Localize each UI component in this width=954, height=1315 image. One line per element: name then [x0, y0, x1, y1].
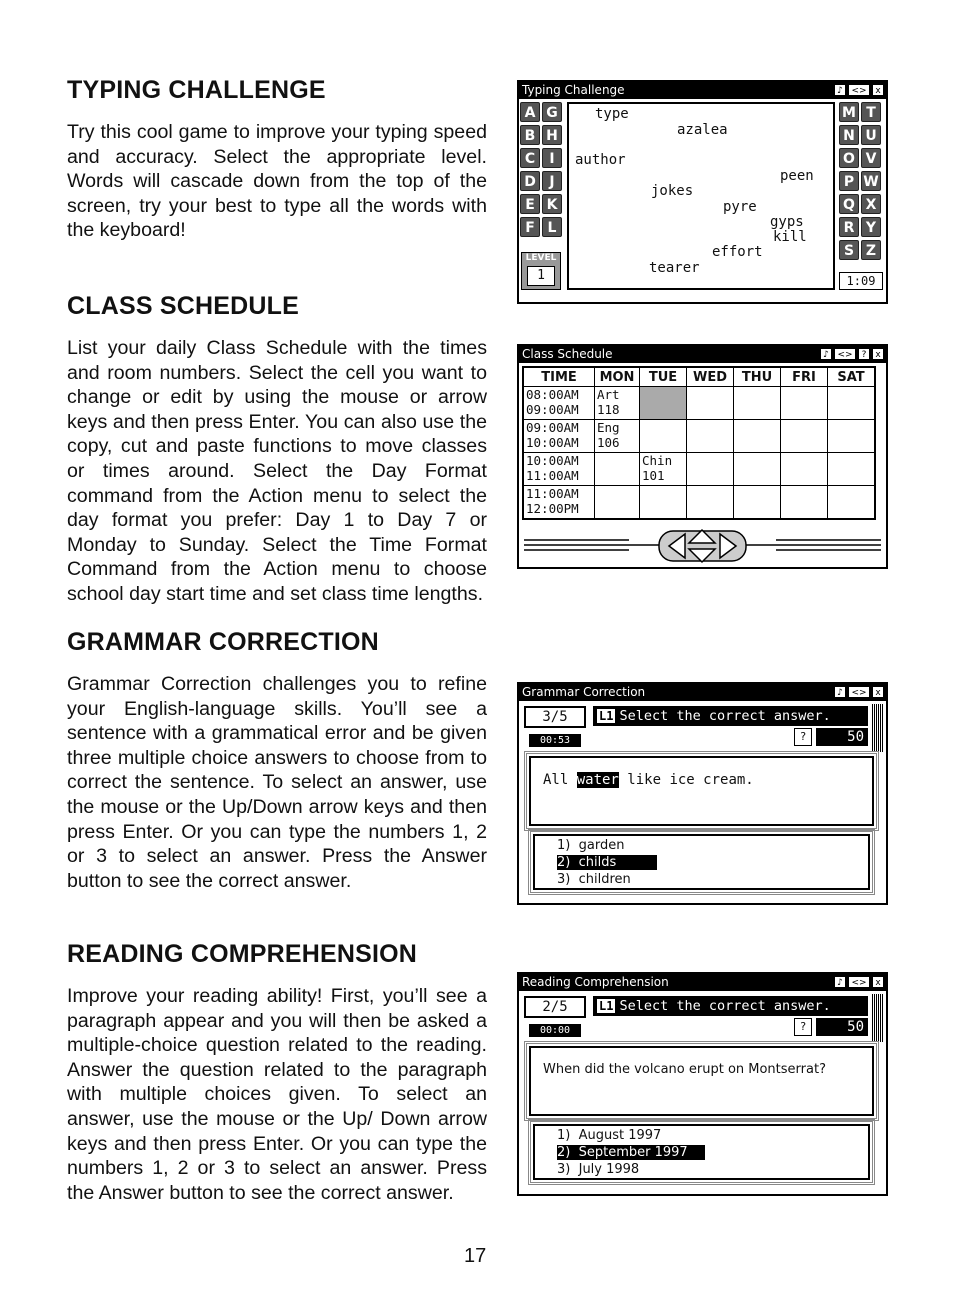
answer-list — [533, 834, 870, 890]
class-cell[interactable] — [734, 486, 781, 520]
class-cell[interactable] — [734, 420, 781, 453]
typing-challenge-screenshot — [517, 80, 888, 304]
error-word: water — [576, 772, 619, 788]
header-wed: WED — [687, 367, 734, 387]
key-j[interactable]: J — [542, 171, 562, 191]
selected-cell[interactable] — [640, 387, 687, 420]
falling-word: jokes — [651, 183, 694, 199]
clock-display: 00:00 — [529, 1024, 581, 1037]
class-cell[interactable] — [595, 453, 640, 486]
score-display: 50 — [816, 728, 868, 746]
help-icon[interactable]: ? — [858, 348, 870, 360]
header-mon: MON — [595, 367, 640, 387]
class-cell[interactable] — [734, 453, 781, 486]
answer-option[interactable]: 1) garden — [557, 838, 625, 853]
music-icon[interactable]: ♪ — [834, 84, 846, 96]
window-title: Typing Challenge — [522, 83, 625, 97]
header-fri: FRI — [781, 367, 828, 387]
question-counter: 2/5 — [524, 996, 586, 1018]
class-schedule-screenshot — [517, 344, 888, 569]
key-e[interactable]: E — [520, 194, 540, 214]
answer-button-icon[interactable]: ? — [794, 1018, 812, 1036]
key-r[interactable]: R — [839, 217, 859, 237]
left-key-panel — [520, 102, 562, 237]
close-icon[interactable]: x — [872, 976, 884, 988]
falling-word: gyps — [770, 214, 804, 230]
prompt-bar — [593, 996, 868, 1016]
window-title: Class Schedule — [522, 347, 613, 361]
prompt-text: Select the correct answer. — [619, 998, 831, 1014]
section-title-typing-challenge: TYPING CHALLENGE — [67, 76, 326, 104]
key-u[interactable]: U — [861, 125, 881, 145]
prompt-bar — [593, 706, 868, 726]
time-cell[interactable]: 09:00AM 10:00AM — [523, 420, 595, 453]
class-cell[interactable] — [640, 420, 687, 453]
key-y[interactable]: Y — [861, 217, 881, 237]
answer-button-icon[interactable]: ? — [794, 728, 812, 746]
time-cell[interactable]: 08:00AM 09:00AM — [523, 387, 595, 420]
key-f[interactable]: F — [520, 217, 540, 237]
class-cell[interactable] — [734, 387, 781, 420]
key-x[interactable]: X — [861, 194, 881, 214]
key-c[interactable]: C — [520, 148, 540, 168]
class-cell[interactable] — [828, 453, 876, 486]
class-cell[interactable]: Chin 101 — [640, 453, 687, 486]
sentence-text: All water like ice cream. — [543, 772, 754, 788]
class-cell[interactable] — [687, 486, 734, 520]
title-bar — [519, 346, 886, 363]
section-body-grammar-correction: Grammar Correction challenges you to refine your English-language skills. You’ll see a sentence with a grammatical error and be given three multiple choice answers to choose from to correct the sentence. To select an answer, use the mouse or the Up/Down arrow keys and then press Enter. Or you can type the numbers 1, 2 or 3 to select an answer. Press the Answer button to see the correct answer. — [67, 673, 487, 892]
table-row — [523, 420, 875, 453]
reading-comprehension-screenshot — [517, 972, 888, 1196]
answer-option[interactable]: 3) children — [557, 872, 631, 887]
question-text: When did the volcano erupt on Montserrat? — [543, 1062, 826, 1077]
class-cell[interactable] — [781, 453, 828, 486]
level-icon[interactable]: L1 — [599, 709, 614, 723]
speaker-icon[interactable]: <> — [848, 976, 870, 988]
key-k[interactable]: K — [542, 194, 562, 214]
falling-word: kill — [773, 229, 807, 245]
section-title-class-schedule: CLASS SCHEDULE — [67, 292, 299, 320]
sentence-box — [529, 756, 874, 826]
class-cell[interactable] — [828, 486, 876, 520]
navigation-arrows — [519, 526, 886, 566]
key-b[interactable]: B — [520, 125, 540, 145]
section-body-class-schedule: List your daily Class Schedule with the times and room numbers. Select the cell you want to change or edit by using the mouse or arrow keys and then press Enter. You can also use the copy, cut and paste functions to move classes or times around. Select the Day Format command from the Action menu to select the day format you prefer: Day 1 to Day 7 or Monday to Sunday. Select the Time Format Command from the Action menu to choose school day start time and set class time lengths. — [67, 337, 487, 605]
key-h[interactable]: H — [542, 125, 562, 145]
key-p[interactable]: P — [839, 171, 859, 191]
table-row — [523, 486, 875, 520]
key-t[interactable]: T — [861, 102, 881, 122]
header-sat: SAT — [828, 367, 876, 387]
title-bar — [519, 974, 886, 991]
side-decoration — [872, 994, 884, 1042]
speaker-icon[interactable]: <> — [848, 84, 870, 96]
table-row — [523, 453, 875, 486]
key-s[interactable]: S — [839, 240, 859, 260]
time-cell[interactable]: 10:00AM 11:00AM — [523, 453, 595, 486]
key-o[interactable]: O — [839, 148, 859, 168]
timer-display: 1:09 — [839, 272, 883, 290]
section-title-grammar-correction: GRAMMAR CORRECTION — [67, 628, 379, 656]
prompt-text: Select the correct answer. — [619, 708, 831, 724]
music-icon[interactable]: ♪ — [820, 348, 832, 360]
section-body-reading-comprehension: Improve your reading ability! First, you’ll see a paragraph appear and you will then be asked a multiple-choice question related to the reading. Answer the question related to the paragraph with multiple choices given. To select an answer, use the mouse or the Up/ Down arrow keys and then press Enter. Or you can type the numbers 1, 2 or 3 to select an answer. Press the Answer button to see the correct answer. — [67, 985, 487, 1204]
class-cell[interactable] — [828, 387, 876, 420]
class-cell[interactable]: Art 118 — [595, 387, 640, 420]
right-key-panel — [839, 102, 881, 260]
class-cell[interactable] — [687, 453, 734, 486]
speaker-icon[interactable]: <> — [848, 686, 870, 698]
class-cell[interactable] — [781, 387, 828, 420]
key-g[interactable]: G — [542, 102, 562, 122]
key-n[interactable]: N — [839, 125, 859, 145]
key-d[interactable]: D — [520, 171, 540, 191]
title-bar — [519, 82, 886, 99]
answer-list — [533, 1124, 870, 1180]
close-icon[interactable]: x — [872, 686, 884, 698]
falling-word: type — [595, 106, 629, 122]
class-cell[interactable] — [781, 486, 828, 520]
falling-word: author — [575, 152, 626, 168]
class-cell[interactable] — [781, 420, 828, 453]
level-selector[interactable] — [521, 252, 561, 290]
answer-option-selected[interactable]: 2) childs — [557, 855, 657, 870]
answer-option[interactable]: 3) July 1998 — [557, 1162, 640, 1177]
question-counter: 3/5 — [524, 706, 586, 728]
section-title-reading-comprehension: READING COMPREHENSION — [67, 940, 418, 968]
falling-word: pyre — [723, 199, 757, 215]
key-m[interactable]: M — [839, 102, 859, 122]
answer-option-selected[interactable]: 2) September 1997 — [557, 1145, 705, 1160]
word-field — [567, 102, 835, 290]
falling-word: tearer — [649, 260, 700, 276]
schedule-table — [522, 366, 876, 520]
level-value[interactable]: 1 — [527, 266, 555, 286]
time-cell[interactable]: 11:00AM 12:00PM — [523, 486, 595, 520]
table-row — [523, 387, 875, 420]
clock-display: 00:53 — [529, 734, 581, 747]
falling-word: azalea — [677, 122, 728, 138]
class-cell[interactable] — [828, 420, 876, 453]
class-cell[interactable] — [687, 387, 734, 420]
speaker-icon[interactable]: <> — [834, 348, 856, 360]
class-cell[interactable] — [687, 420, 734, 453]
header-tue: TUE — [640, 367, 687, 387]
key-w[interactable]: W — [861, 171, 881, 191]
class-cell[interactable] — [640, 486, 687, 520]
falling-word: peen — [780, 168, 814, 184]
level-label: LEVEL — [525, 253, 557, 263]
grammar-correction-screenshot — [517, 682, 888, 905]
header-thu: THU — [734, 367, 781, 387]
key-l[interactable]: L — [542, 217, 562, 237]
key-i[interactable]: I — [542, 148, 562, 168]
close-icon[interactable]: x — [872, 84, 884, 96]
class-cell[interactable]: Eng 106 — [595, 420, 640, 453]
class-cell[interactable] — [595, 486, 640, 520]
window-title: Reading Comprehension — [522, 975, 669, 989]
title-bar — [519, 684, 886, 701]
music-icon[interactable]: ♪ — [834, 686, 846, 698]
key-z[interactable]: Z — [861, 240, 881, 260]
score-display: 50 — [816, 1018, 868, 1036]
section-body-typing-challenge: Try this cool game to improve your typing speed and accuracy. Select the appropriate level. Words will cascade down from the top of the screen, try your best to type all the words with the keyboard! — [67, 121, 487, 242]
page-number: 17 — [464, 1245, 487, 1267]
answer-option[interactable]: 1) August 1997 — [557, 1128, 662, 1143]
key-a[interactable]: A — [520, 102, 540, 122]
key-v[interactable]: V — [861, 148, 881, 168]
header-time: TIME — [523, 367, 595, 387]
window-title: Grammar Correction — [522, 685, 646, 699]
close-icon[interactable]: x — [872, 348, 884, 360]
falling-word: effort — [712, 244, 763, 260]
key-q[interactable]: Q — [839, 194, 859, 214]
level-icon[interactable]: L1 — [599, 999, 614, 1013]
question-box — [529, 1046, 874, 1116]
side-decoration — [872, 704, 884, 752]
music-icon[interactable]: ♪ — [834, 976, 846, 988]
